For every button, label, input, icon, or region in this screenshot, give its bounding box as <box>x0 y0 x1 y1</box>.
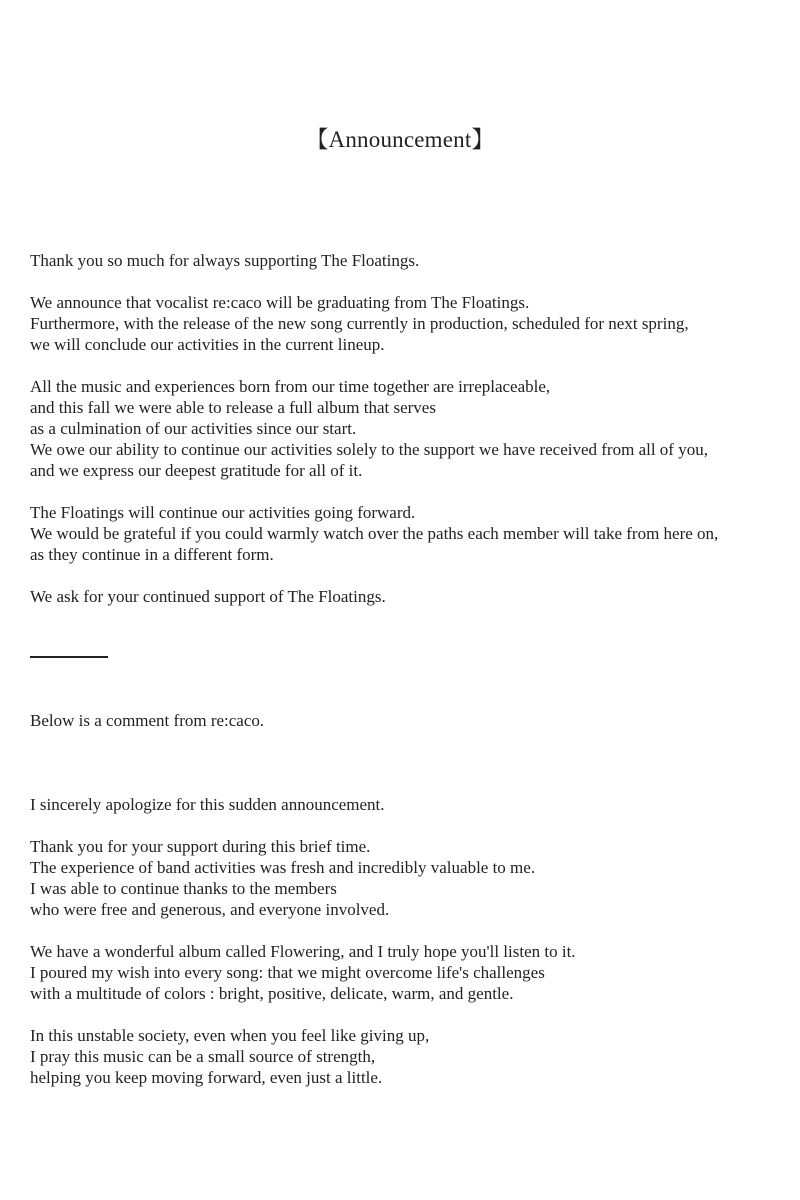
text-line: and we express our deepest gratitude for all of it. <box>30 461 363 480</box>
text-line: I was able to continue thanks to the members <box>30 879 337 898</box>
text-line: Thank you so much for always supporting The Floatings. <box>30 251 420 270</box>
text-line: We have a wonderful album called Flowering, and I truly hope you'll listen to it. <box>30 942 576 961</box>
text-line: with a multitude of colors : bright, positive, delicate, warm, and gentle. <box>30 984 514 1003</box>
text-line: The experience of band activities was fresh and incredibly valuable to me. <box>30 858 536 877</box>
text-line: I sincerely apologize for this sudden announcement. <box>30 795 385 814</box>
text-line: who were free and generous, and everyone involved. <box>30 900 390 919</box>
comment-body <box>30 794 780 1088</box>
comment-paragraph-2 <box>30 836 780 920</box>
page-title: 【Announcement】 <box>305 127 495 152</box>
announcement-body <box>30 250 780 607</box>
text-line: Below is a comment from re:caco. <box>30 711 265 730</box>
announcement-paragraph-3 <box>30 376 780 481</box>
text-line: We ask for your continued support of The Floatings. <box>30 587 386 606</box>
comment-paragraph-1 <box>30 794 780 815</box>
text-line: we will conclude our activities in the current lineup. <box>30 335 385 354</box>
text-line: Thank you for your support during this brief time. <box>30 837 371 856</box>
section-divider <box>30 656 108 658</box>
text-line: We owe our ability to continue our activities solely to the support we have received from all of you, <box>30 440 708 459</box>
comment-paragraph-3 <box>30 941 780 1004</box>
text-line: We announce that vocalist re:caco will be graduating from The Floatings. <box>30 293 530 312</box>
text-line: The Floatings will continue our activities going forward. <box>30 503 416 522</box>
announcement-paragraph-5 <box>30 586 780 607</box>
comment-intro <box>30 710 780 731</box>
text-line: We would be grateful if you could warmly watch over the paths each member will take from here on, <box>30 524 719 543</box>
text-line: as a culmination of our activities since our start. <box>30 419 357 438</box>
announcement-paragraph-2 <box>30 292 780 355</box>
text-line: In this unstable society, even when you feel like giving up, <box>30 1026 430 1045</box>
text-line: Furthermore, with the release of the new song currently in production, scheduled for next spring, <box>30 314 689 333</box>
text-line: as they continue in a different form. <box>30 545 274 564</box>
announcement-paragraph-4 <box>30 502 780 565</box>
text-line: and this fall we were able to release a full album that serves <box>30 398 436 417</box>
text-line: helping you keep moving forward, even just a little. <box>30 1068 383 1087</box>
text-line: I poured my wish into every song: that we might overcome life's challenges <box>30 963 545 982</box>
comment-paragraph-4 <box>30 1025 780 1088</box>
text-line: All the music and experiences born from our time together are irreplaceable, <box>30 377 551 396</box>
announcement-paragraph-1 <box>30 250 780 271</box>
text-line: I pray this music can be a small source of strength, <box>30 1047 376 1066</box>
